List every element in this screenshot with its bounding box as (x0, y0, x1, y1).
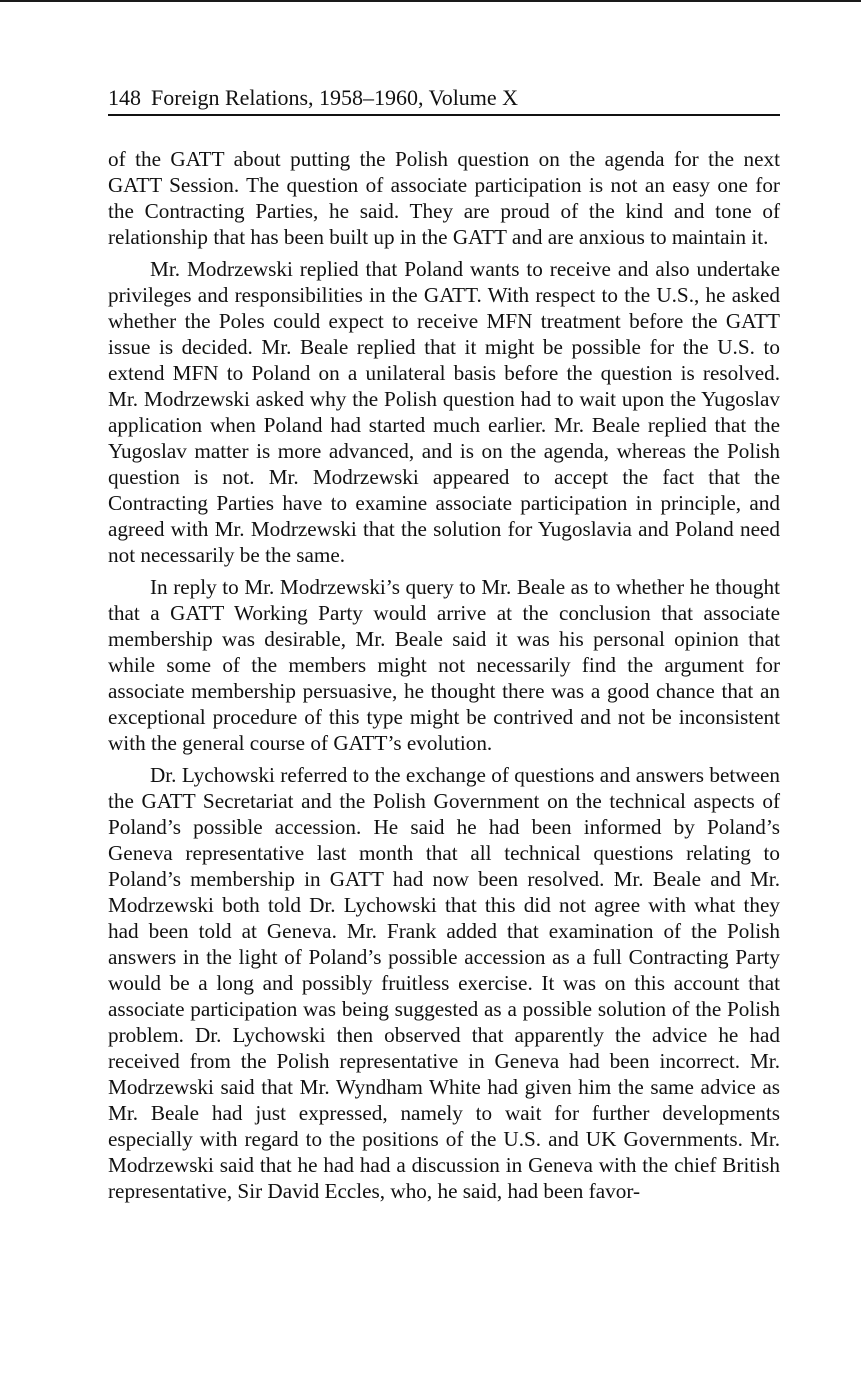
running-header (108, 84, 780, 112)
scan-top-edge (0, 0, 861, 2)
body-text (108, 146, 780, 1204)
paragraph-continuation: of the GATT about putting the Polish question on the agenda for the next GATT Session. The question of associate participation is not an easy one for the Contracting Parties, he said. They are proud of the kind and tone of relationship that has been built up in the GATT and are anxious to maintain it. (108, 147, 780, 249)
paragraph-modrzewski-reply: Mr. Modrzewski replied that Poland wants to receive and also undertake privileges and responsibilities in the GATT. With respect to the U.S., he asked whether the Poles could expect to receive MFN treatment before the GATT issue is decided. Mr. Beale replied that it might be possible for the U.S. to extend MFN to Poland on a unilateral basis before the question is resolved. Mr. Modrzewski asked why the Polish question had to wait upon the Yugoslav application when Poland had started much earlier. Mr. Beale replied that the Yugoslav matter is more advanced, and is on the agenda, whereas the Polish question is not. Mr. Modrzewski appeared to accept the fact that the Contracting Parties have to examine associate participation in principle, and agreed with Mr. Modrzewski that the solution for Yugoslavia and Poland need not necessarily be the same. (108, 257, 780, 567)
page-number: 148 (108, 85, 141, 110)
paragraph-working-party-query: In reply to Mr. Modrzewski’s query to Mr. Beale as to whether he thought that a GATT Working Party would arrive at the conclusion that associate membership was desirable, Mr. Beale said it was his personal opinion that while some of the members might not necessarily find the argument for associate membership persuasive, he thought there was a good chance that an exceptional procedure of this type might be contrived and not be inconsistent with the general course of GATT’s evolution. (108, 575, 780, 755)
paragraph-lychowski-exchange: Dr. Lychowski referred to the exchange of questions and answers between the GATT Secretariat and the Polish Government on the technical aspects of Poland’s possible accession. He said he had been informed by Poland’s Geneva representative last month that all technical questions relating to Poland’s membership in GATT had now been resolved. Mr. Beale and Mr. Modrzewski both told Dr. Lychowski that this did not agree with what they had been told at Geneva. Mr. Frank added that examination of the Polish answers in the light of Poland’s possible accession as a full Contracting Party would be a long and possibly fruitless exercise. It was on this account that associate participation was being suggested as a possible solution of the Polish problem. Dr. Lychowski then observed that apparently the advice he had received from the Polish representative in Geneva had been incorrect. Mr. Modrzewski said that Mr. Wyndham White had given him the same advice as Mr. Beale had just expressed, namely to wait for further developments especially with regard to the positions of the U.S. and UK Governments. Mr. Modrzewski said that he had had a discussion in Geneva with the chief British representative, Sir David Eccles, who, he said, had been favor- (108, 763, 780, 1203)
header-rule (108, 114, 780, 116)
running-title: Foreign Relations, 1958–1960, Volume X (151, 85, 519, 110)
